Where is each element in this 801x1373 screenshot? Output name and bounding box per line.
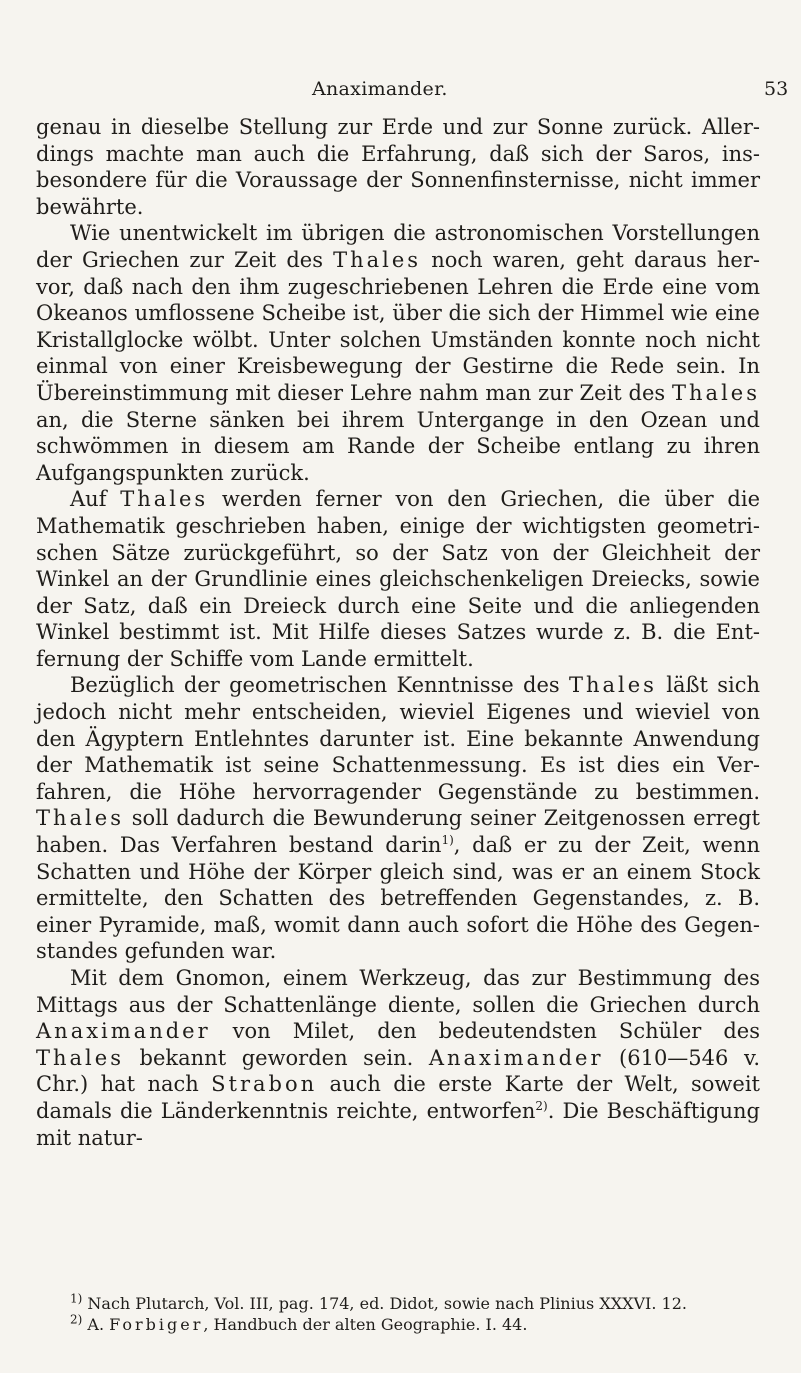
emphasized-name: Thales: [36, 1045, 124, 1070]
paragraph: [36, 486, 760, 672]
page-header: [0, 78, 801, 108]
footnote-marker: 2): [70, 1312, 83, 1327]
text-run: , daß er zu der Zeit, wenn Schatten und Höhe der Körper gleich sind, was er an einem Stock ermittelte, den Schatten des betreffenden Gegenstandes, z. B. einer Pyramide, maß, womit dann auch sofort die Höhe des Gegen-standes gefunden war.: [36, 833, 761, 964]
emphasized-name: Anaximander: [36, 1019, 211, 1044]
emphasized-name: Thales: [672, 380, 760, 405]
text-run: Bezüglich der geometrischen Kenntnisse des: [70, 673, 569, 698]
text-run: , Handbuch der alten Geographie. I. 44.: [203, 1315, 528, 1334]
footnote: [36, 1314, 760, 1335]
paragraph: [36, 220, 760, 486]
paragraph: [36, 672, 760, 965]
text-run: A.: [82, 1315, 110, 1334]
emphasized-name: Anaximander: [428, 1045, 604, 1070]
text-run: Auf: [70, 487, 121, 512]
text-run: Wie unentwickelt im übrigen die astronomischen Vorstellungen der Griechen zur Zeit des: [36, 221, 760, 272]
text-run: werden ferner von den Griechen, die über die Mathematik geschrieben haben, einige der wichtigsten geometri-schen Sätze zurückgeführt, so der Satz von der Gleichheit der Winkel an der Grundlinie eines gleichschenkeligen Dreiecks, sowie der Satz, daß ein Dreieck durch eine Seite und die anliegenden Winkel bestimmt ist. Mit Hilfe dieses Satzes wurde z. B. die Ent-fernung der Schiffe vom Lande ermittelt.: [36, 487, 760, 671]
emphasized-name: Thales: [120, 487, 209, 512]
text-run: an, die Sterne sänken bei ihrem Untergange in den Ozean und schwömmen in diesem am Rande der Scheibe entlang zu ihren Aufgangspunkten zurück.: [36, 407, 760, 485]
page-body: [36, 114, 760, 1151]
paragraph: [36, 114, 760, 220]
text-run: . Die Beschäftigung mit natur-: [36, 1098, 760, 1150]
footnotes: [36, 1293, 760, 1335]
footnote-marker: 2): [535, 1098, 548, 1113]
text-run: auch die erste Karte der Welt, soweit damals die Länderkenntnis reichte, entworfen: [36, 1072, 760, 1123]
emphasized-name: Strabon: [211, 1072, 318, 1097]
text-run: soll dadurch die Bewunderung seiner Zeitgenossen erregt haben. Das Verfahren bestand darin: [36, 806, 760, 858]
text-run: genau in dieselbe Stellung zur Erde und zur Sonne zurück. Aller-dings machte man auch die Erfahrung, daß sich der Saros, ins-besondere für die Voraussage der Sonnenfinsternisse, nicht immer bewährte.: [36, 115, 760, 219]
emphasized-name: Thales: [333, 247, 422, 272]
text-run: läßt sich jedoch nicht mehr entscheiden, wieviel Eigenes und wieviel von den Ägyptern Entlehntes darunter ist. Eine bekannte Anwendung der Mathematik ist seine Schattenmessung. Es ist dies ein Ver-fahren, die Höhe hervorragender Gegenstände zu bestimmen.: [36, 673, 760, 804]
paragraph: [36, 965, 760, 1151]
text-run: (610—546 v. Chr.) hat nach: [36, 1045, 760, 1097]
running-head: Anaximander.: [312, 78, 448, 100]
footnote-marker: 1): [70, 1291, 83, 1306]
footnote: [36, 1293, 760, 1314]
text-run: noch waren, geht daraus her-vor, daß nach den ihm zugeschriebenen Lehren die Erde eine vom Okeanos umflossene Scheibe ist, über die sich der Himmel wie eine Kristallglocke wölbt. Unter solchen Umständen konnte noch nicht einmal von einer Kreisbewegung der Gestirne die Rede sein. In Übereinstimmung mit dieser Lehre nahm man zur Zeit des: [36, 247, 760, 405]
text-run: Nach Plutarch, Vol. III, pag. 174, ed. Didot, sowie nach Plinius XXXVI. 12.: [82, 1294, 687, 1313]
emphasized-name: Thales: [568, 673, 657, 698]
text-run: von Milet, den bedeutendsten Schüler des: [210, 1019, 760, 1044]
emphasized-name: Forbiger: [109, 1315, 204, 1334]
emphasized-name: Thales: [36, 806, 124, 831]
footnote-marker: 1): [441, 833, 454, 848]
text-run: bekannt geworden sein.: [123, 1045, 429, 1070]
page-number: 53: [764, 78, 789, 100]
text-run: Mit dem Gnomon, einem Werkzeug, das zur Bestimmung des Mittags aus der Schattenlänge diente, sollen die Griechen durch: [36, 966, 760, 1017]
